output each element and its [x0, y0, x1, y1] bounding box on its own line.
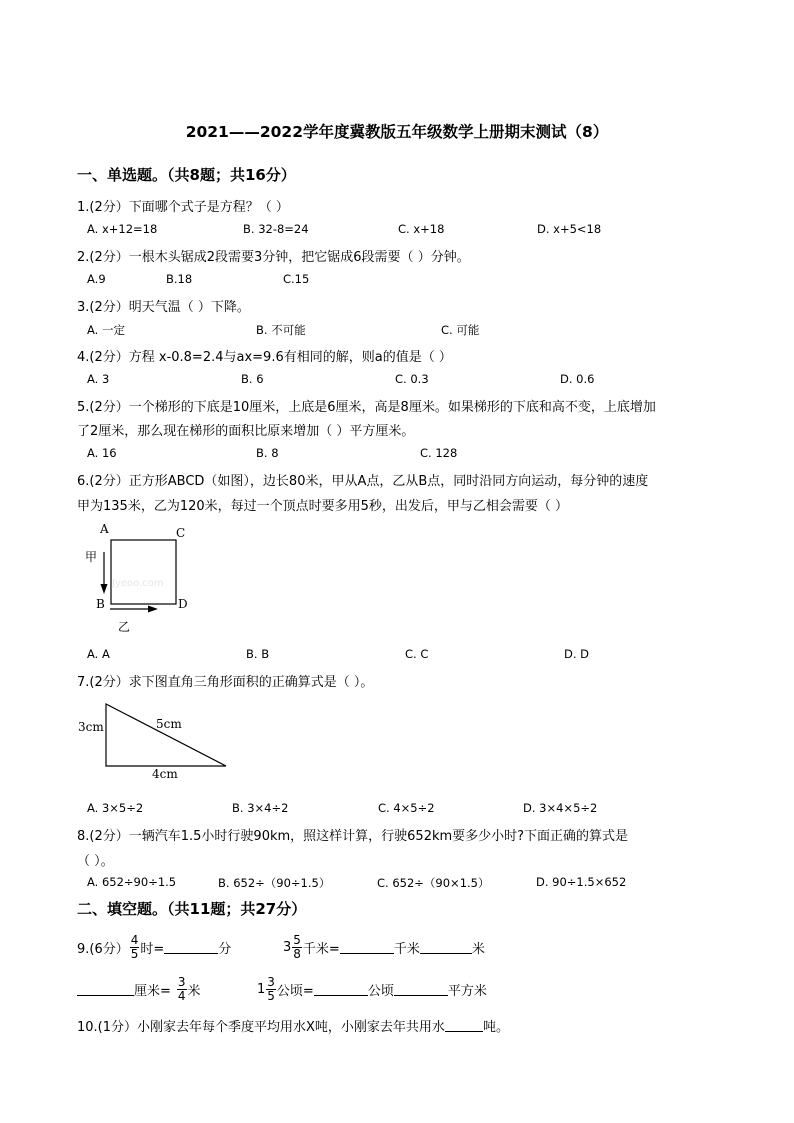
q5-option-c: C. 128 — [420, 446, 458, 460]
q7-option-c: C. 4×5÷2 — [378, 801, 435, 815]
vertex-label-c: C — [176, 526, 186, 540]
q6-option-d: D. D — [564, 647, 590, 661]
q3-option-a: A. 一定 — [87, 323, 125, 337]
q9-fraction-3-4 — [177, 976, 187, 1003]
q1-option-b: B. 32-8=24 — [243, 222, 309, 236]
square-shape — [111, 540, 176, 604]
q2-option-c: C.15 — [283, 272, 310, 286]
fraction-numerator: 5 — [293, 933, 301, 947]
q7-option-d: D. 3×4×5÷2 — [523, 801, 598, 815]
q9a-after: 时= — [140, 942, 165, 957]
q10-text: 10.(1分）小刚家去年每个季度平均用水X吨，小刚家去年共用水 — [77, 1020, 445, 1035]
q6-option-a: A. A — [87, 647, 110, 661]
q9d-unit-1: 公顷 — [367, 984, 394, 999]
side-label-3cm: 3cm — [78, 720, 104, 734]
q9a-answer-blank[interactable] — [164, 941, 218, 954]
q9d-whole: 1 — [257, 982, 266, 997]
q10-answer-blank[interactable] — [445, 1019, 483, 1032]
q9c-unit: 厘米= — [134, 984, 171, 999]
question-1: 1.(2分）下面哪个式子是方程？（ ） — [77, 200, 289, 215]
q6-option-b: B. B — [246, 647, 270, 661]
q7-option-b: B. 3×4÷2 — [232, 801, 289, 815]
q9-fraction-1-3-5 — [266, 976, 276, 1003]
q9-prefix: 9.(6分） — [77, 942, 129, 957]
q8-option-b: B. 652÷（90÷1.5） — [218, 876, 331, 890]
question-8-line-1: 8.(2分）一辆汽车1.5小时行驶90km，照这样计算，行驶652km要多少小时?下面正确的算式是 — [77, 829, 629, 844]
label-jia: 甲 — [85, 550, 98, 564]
section-heading-fill-blank: 二、填空题。（共11题；共27分） — [77, 900, 307, 918]
q9d-unit-2: 平方米 — [447, 984, 487, 999]
q9d-answer-blank-1[interactable] — [314, 983, 368, 996]
fraction-numerator: 3 — [177, 975, 186, 989]
q8-option-d: D. 90÷1.5×652 — [536, 875, 627, 889]
question-9-row-1 — [77, 934, 231, 961]
q9d-answer-blank-2[interactable] — [394, 983, 448, 996]
q4-option-d: D. 0.6 — [560, 372, 595, 386]
square-abcd-figure — [80, 522, 200, 637]
q9a-unit: 分 — [218, 942, 232, 957]
q2-option-b: B.18 — [166, 272, 193, 286]
q9-fraction-3-5-8 — [292, 934, 302, 961]
question-9-row-1b — [283, 934, 485, 961]
vertex-label-a: A — [100, 522, 109, 536]
fraction-denominator: 4 — [177, 989, 186, 1003]
question-7: 7.(2分）求下图直角三角形面积的正确算式是（ ）。 — [77, 675, 374, 690]
arrow-right-head-icon — [148, 606, 158, 613]
q9b-answer-blank-1[interactable] — [340, 941, 394, 954]
question-6-line-1: 6.(2分）正方形ABCD（如图），边长80米，甲从A点，乙从B点，同时沿同方向运动，每分钟的速度 — [77, 474, 649, 489]
q2-option-a: A.9 — [87, 272, 106, 286]
q8-option-a: A. 652÷90÷1.5 — [87, 875, 177, 889]
q9b-answer-blank-2[interactable] — [420, 941, 472, 954]
question-9-row-2b — [257, 976, 487, 1003]
fraction-denominator: 5 — [267, 989, 275, 1003]
q9b-unit-2: 米 — [471, 942, 485, 957]
question-8-line-2: （ ）。 — [77, 854, 114, 869]
question-2: 2.(2分）一根木头锯成2段需要3分钟，把它锯成6段需要（ ）分钟。 — [77, 250, 470, 265]
q5-option-a: A. 16 — [87, 446, 117, 460]
side-label-4cm: 4cm — [152, 767, 178, 781]
q7-option-a: A. 3×5÷2 — [87, 801, 144, 815]
fraction-numerator: 3 — [267, 975, 275, 989]
q4-option-b: B. 6 — [241, 372, 264, 386]
q8-option-c: C. 652÷（90×1.5） — [377, 876, 490, 890]
question-10 — [77, 1016, 509, 1035]
arrow-down-head-icon — [101, 584, 108, 594]
question-9-row-2 — [77, 976, 201, 1003]
q9c-answer-blank[interactable] — [77, 983, 134, 996]
question-5-line-1: 5.(2分）一个梯形的下底是10厘米，上底是6厘米，高是8厘米。如果梯形的下底和高不变，上底增加 — [77, 400, 656, 415]
label-yi: 乙 — [118, 620, 131, 634]
question-3: 3.(2分）明天气温（ ）下降。 — [77, 300, 250, 315]
q3-option-c: C. 可能 — [441, 323, 480, 337]
question-4: 4.(2分）方程 x-0.8=2.4与ax=9.6有相同的解，则a的值是（ ） — [77, 350, 452, 365]
question-6-line-2: 甲为135米，乙为120米，每过一个顶点时要多用5秒，出发后，甲与乙相会需要（ ） — [77, 499, 569, 514]
fraction-denominator: 8 — [293, 947, 301, 961]
q5-option-b: B. 8 — [256, 446, 279, 460]
q1-option-a: A. x+12=18 — [87, 222, 158, 236]
vertex-label-d: D — [178, 597, 188, 611]
q9b-whole: 3 — [283, 940, 292, 955]
question-5-line-2: 了2厘米，那么现在梯形的面积比原来增加（ ）平方厘米。 — [77, 424, 415, 439]
vertex-label-b: B — [96, 597, 105, 611]
q9d-after: 公顷= — [276, 984, 314, 999]
q9c-after: 米 — [187, 984, 201, 999]
watermark: Jyeoo.com — [112, 578, 164, 589]
section-heading-single-choice: 一、单选题。（共8题；共16分） — [77, 166, 296, 184]
q4-option-c: C. 0.3 — [395, 372, 429, 386]
q1-option-c: C. x+18 — [398, 222, 445, 236]
q6-option-c: C. C — [405, 647, 429, 661]
q9b-after: 千米= — [302, 942, 340, 957]
page-title: 2021——2022学年度冀教版五年级数学上册期末测试（8） — [185, 123, 609, 141]
fraction-denominator: 5 — [130, 947, 139, 961]
q3-option-b: B. 不可能 — [256, 323, 306, 337]
q9-fraction-4-5 — [130, 934, 140, 961]
triangle-shape — [106, 704, 226, 766]
q10-unit: 吨。 — [482, 1020, 509, 1035]
side-label-5cm: 5cm — [156, 717, 182, 731]
q9b-unit-1: 千米 — [393, 942, 420, 957]
q4-option-a: A. 3 — [87, 372, 110, 386]
q1-option-d: D. x+5<18 — [537, 222, 602, 236]
right-triangle-figure — [78, 700, 238, 784]
fraction-numerator: 4 — [130, 933, 139, 947]
